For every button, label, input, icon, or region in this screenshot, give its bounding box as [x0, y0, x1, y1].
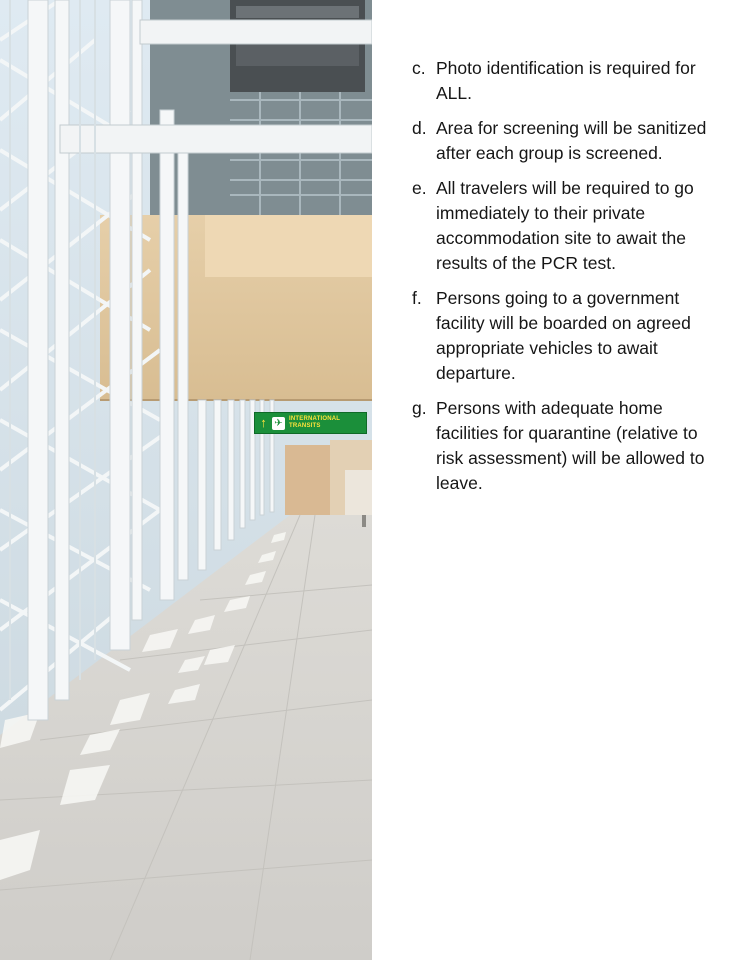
- airplane-icon: ✈: [272, 417, 285, 430]
- list-text: Photo identification is required for ALL.: [436, 58, 696, 103]
- list-marker: d.: [412, 118, 427, 138]
- list-marker: f.: [412, 288, 422, 308]
- arrow-up-icon: ↑: [260, 415, 267, 430]
- list-marker: e.: [412, 178, 427, 198]
- list-marker: g.: [412, 398, 427, 418]
- text-panel: [372, 0, 742, 960]
- requirements-list: [412, 56, 712, 506]
- list-item: [412, 286, 712, 386]
- list-text: Persons going to a government facility will be boarded on agreed appropriate vehicles to await departure.: [436, 288, 691, 383]
- list-text: All travelers will be required to go immediately to their private accommodation site to await the results of the PCR test.: [436, 178, 694, 273]
- list-item: [412, 396, 712, 496]
- list-item: [412, 176, 712, 276]
- list-text: Area for screening will be sanitized after each group is screened.: [436, 118, 707, 163]
- sign-line-2: TRANSITS: [289, 423, 321, 429]
- list-item: [412, 116, 712, 166]
- list-item: [412, 56, 712, 106]
- list-text: Persons with adequate home facilities for quarantine (relative to risk assessment) will be allowed to leave.: [436, 398, 705, 493]
- list-marker: c.: [412, 58, 426, 78]
- sign-label: [289, 416, 340, 430]
- sign-line-1: INTERNATIONAL: [289, 416, 341, 422]
- international-transits-sign: [254, 412, 367, 434]
